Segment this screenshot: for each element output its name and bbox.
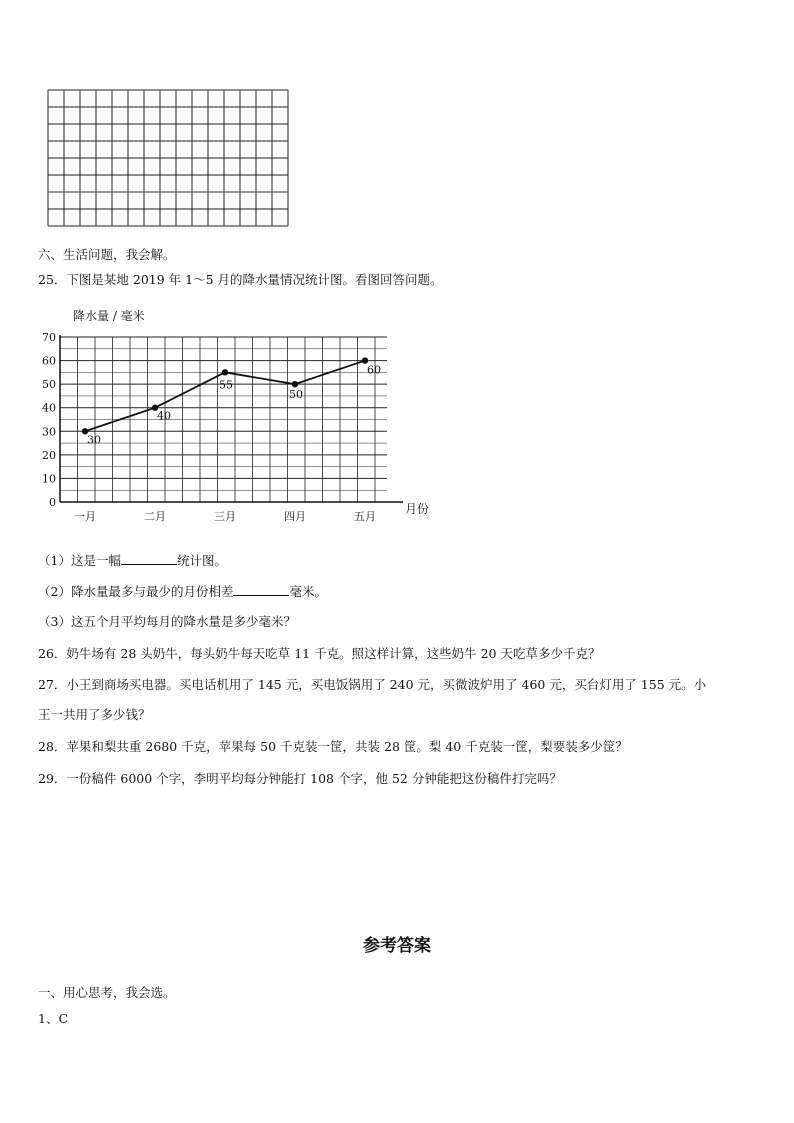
rainfall-chart (35, 303, 445, 537)
q25-sub1-answer-blank[interactable] (121, 552, 177, 565)
data-point (222, 369, 228, 375)
q25-sub1-text-b: 统计图。 (176, 553, 227, 568)
y-tick-label: 70 (42, 331, 56, 344)
answers-section-1: 一、用心思考，我会选。 (38, 985, 176, 1000)
x-tick-label: 二月 (144, 510, 166, 523)
data-label: 55 (219, 378, 233, 392)
y-tick-label: 60 (42, 354, 56, 368)
q25-sub2-text-b: 毫米。 (289, 584, 327, 599)
rainfall-chart-svg (35, 303, 445, 533)
x-tick-label: 三月 (214, 510, 236, 523)
q25-sub3: （3）这五个月平均每月的降水量是多少毫米？ (38, 614, 296, 629)
y-tick-label: 30 (42, 425, 56, 439)
x-axis-title: 月份 (405, 502, 430, 516)
x-tick-label: 四月 (284, 510, 306, 523)
q26: 26．奶牛场有 28 头奶牛，每头奶牛每天吃草 11 千克。照这样计算，这些奶牛 20 天吃草多少千克？ (38, 646, 601, 661)
q25-sub1 (38, 552, 227, 569)
q25-sub2-answer-blank[interactable] (233, 583, 289, 596)
data-label: 50 (289, 388, 303, 402)
y-tick-label: 50 (42, 378, 56, 392)
section-6-heading: 六、生活问题，我会解。 (38, 247, 176, 262)
blank-grid-svg (47, 89, 289, 229)
data-label: 60 (367, 363, 381, 377)
answers-title: 参考答案 (363, 936, 431, 956)
q29: 29．一份稿件 6000 个字，李明平均每分钟能打 108 个字，他 52 分钟能把这份稿件打完吗？ (38, 771, 562, 786)
data-point (292, 381, 298, 387)
y-tick-label: 40 (42, 401, 56, 415)
answer-1: 1、C (38, 1011, 69, 1026)
data-label: 40 (157, 409, 171, 423)
x-tick-label: 一月 (74, 510, 96, 523)
y-tick-label: 10 (42, 472, 56, 486)
y-axis-title: 降水量 / 毫米 (73, 309, 145, 323)
q25-sub2-text-a: （2）降水量最多与最少的月份相差 (38, 584, 234, 599)
x-tick-label: 五月 (354, 510, 376, 523)
q25-sub1-text-a: （1）这是一幅 (38, 553, 121, 568)
q27-line2: 王一共用了多少钱？ (38, 707, 151, 722)
y-tick-label: 0 (49, 496, 56, 509)
q27-line1: 27．小王到商场买电器。买电话机用了 145 元，买电饭锅用了 240 元，买微波炉用了 460 元，买台灯用了 155 元。小 (38, 677, 707, 692)
blank-grid (47, 89, 289, 233)
y-tick-label: 20 (42, 448, 56, 462)
q25-sub2 (38, 583, 327, 600)
q28: 28．苹果和梨共重 2680 千克，苹果每 50 千克装一筐，共装 28 筐。梨 40 千克装一筐，梨要装多少筐？ (38, 739, 628, 754)
data-label: 30 (87, 433, 101, 447)
q25-stem: 25．下图是某地 2019 年 1～5 月的降水量情况统计图。看图回答问题。 (38, 272, 443, 287)
